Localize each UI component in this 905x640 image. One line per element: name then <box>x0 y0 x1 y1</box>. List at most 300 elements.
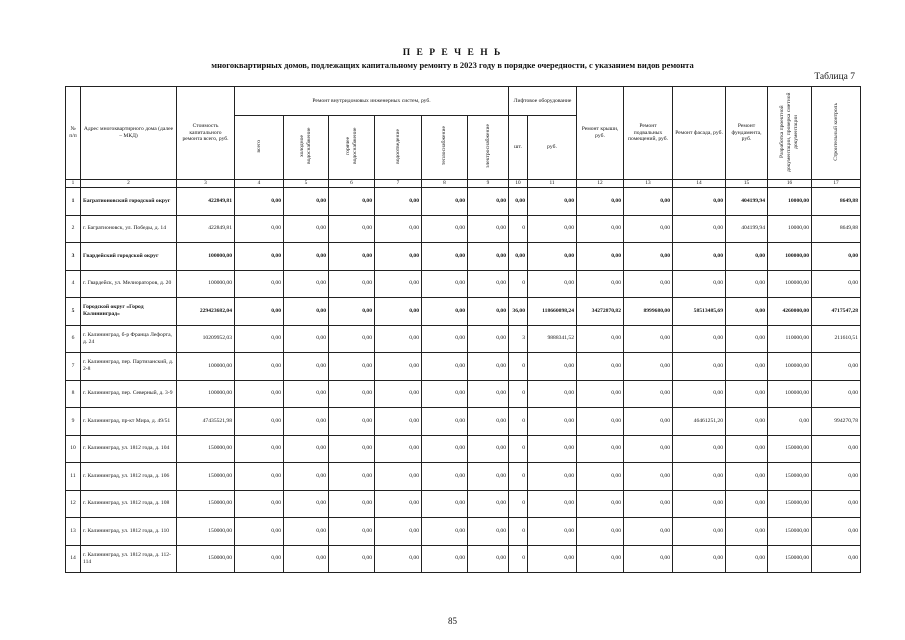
row-value: 0,00 <box>329 188 375 216</box>
row-value: 229423682,04 <box>177 298 235 326</box>
row-value: 0,00 <box>284 380 329 408</box>
document-title: П Е Р Е Ч Е Н Ь <box>402 48 503 58</box>
column-number: 8 <box>422 180 468 188</box>
row-value: 150000,00 <box>177 490 235 518</box>
row-value: 8999680,00 <box>624 298 673 326</box>
row-value: 4260000,00 <box>768 298 812 326</box>
row-value: 0,00 <box>673 353 726 381</box>
row-value: 0,00 <box>375 270 422 298</box>
row-value: 0,00 <box>726 490 768 518</box>
header-hot-water-text: горячее водоснабжение <box>344 127 358 165</box>
row-value: 0,00 <box>528 408 577 436</box>
column-number: 10 <box>509 180 528 188</box>
row-address: г. Гвардейск, ул. Мелиораторов, д. 20 <box>81 270 177 298</box>
header-design-text: Разработка проектной документации, проверка сметной документации <box>779 91 800 172</box>
row-value: 0,00 <box>726 518 768 546</box>
row-number: 2 <box>66 215 81 243</box>
row-value: 0,00 <box>235 215 284 243</box>
row-value: 0,00 <box>235 490 284 518</box>
row-value: 0,00 <box>375 463 422 491</box>
row-value: 0,00 <box>329 325 375 353</box>
row-address: Городской округ «Город Калининград» <box>81 298 177 326</box>
row-number: 5 <box>66 298 81 326</box>
row-value: 0,00 <box>284 408 329 436</box>
row-value: 0,00 <box>577 325 624 353</box>
row-address: г. Багратионовск, ул. Победы, д. 14 <box>81 215 177 243</box>
table-row <box>66 298 861 326</box>
row-value: 0,00 <box>375 188 422 216</box>
row-value: 0,00 <box>624 270 673 298</box>
row-value: 0,00 <box>468 463 509 491</box>
row-address: г. Калининград, ул. 1812 года, д. 112-114 <box>81 545 177 573</box>
row-value: 34272870,82 <box>577 298 624 326</box>
row-value: 100000,00 <box>768 380 812 408</box>
row-value: 0,00 <box>375 490 422 518</box>
header-cost: Стоимость капитального ремонта всего, руб. <box>177 87 235 180</box>
row-number: 14 <box>66 545 81 573</box>
header-elevator: Лифтовое оборудование <box>509 87 577 116</box>
row-value: 10000,00 <box>768 215 812 243</box>
row-value: 0,00 <box>624 518 673 546</box>
row-value: 150000,00 <box>768 545 812 573</box>
row-value: 0,00 <box>812 545 861 573</box>
header-power <box>468 116 509 180</box>
row-number: 10 <box>66 435 81 463</box>
header-rub: руб. <box>528 116 577 180</box>
row-value: 0,00 <box>284 545 329 573</box>
row-value: 46461251,20 <box>673 408 726 436</box>
row-value: 0,00 <box>673 463 726 491</box>
row-value: 0,00 <box>726 243 768 271</box>
row-value: 0,00 <box>624 490 673 518</box>
row-number: 11 <box>66 463 81 491</box>
row-value: 0,00 <box>577 545 624 573</box>
row-value: 0,00 <box>726 325 768 353</box>
column-number: 13 <box>624 180 673 188</box>
table-row <box>66 545 861 573</box>
row-value: 0,00 <box>577 380 624 408</box>
row-value: 0,00 <box>528 243 577 271</box>
row-value: 0,00 <box>422 243 468 271</box>
row-value: 0,00 <box>812 518 861 546</box>
row-value: 47435521,98 <box>177 408 235 436</box>
row-value: 0,00 <box>422 518 468 546</box>
row-value: 0,00 <box>235 298 284 326</box>
row-number: 3 <box>66 243 81 271</box>
header-design <box>768 87 812 180</box>
row-value: 0,00 <box>468 188 509 216</box>
row-value: 0,00 <box>284 270 329 298</box>
row-value: 8649,88 <box>812 188 861 216</box>
row-value: 0,00 <box>812 490 861 518</box>
row-value: 0,00 <box>284 215 329 243</box>
row-value: 0,00 <box>329 435 375 463</box>
row-address: г. Калининград, б-р Франца Лефорта, д. 24 <box>81 325 177 353</box>
row-number: 8 <box>66 380 81 408</box>
row-value: 0 <box>509 463 528 491</box>
row-value: 0,00 <box>375 215 422 243</box>
column-number: 7 <box>375 180 422 188</box>
header-cold-water-text: холодное водоснабжение <box>299 127 312 165</box>
row-value: 0,00 <box>726 380 768 408</box>
row-value: 0,00 <box>528 353 577 381</box>
header-hot-water <box>329 116 375 180</box>
row-value: 150000,00 <box>768 490 812 518</box>
row-address: г. Калининград, пр-кт Мира, д. 49/51 <box>81 408 177 436</box>
row-value: 0,00 <box>509 243 528 271</box>
column-number: 12 <box>577 180 624 188</box>
row-address: г. Калининград, ул. 1812 года, д. 108 <box>81 490 177 518</box>
header-sewage <box>375 116 422 180</box>
row-value: 4717547,28 <box>812 298 861 326</box>
header-total-text: всего <box>255 139 262 153</box>
row-value: 36,00 <box>509 298 528 326</box>
header-address: Адрес многоквартирного дома (далее – МКД) <box>81 87 177 180</box>
row-value: 0 <box>509 490 528 518</box>
row-value: 0,00 <box>235 270 284 298</box>
row-value: 0,00 <box>284 435 329 463</box>
row-value: 100000,00 <box>177 380 235 408</box>
row-value: 0,00 <box>284 490 329 518</box>
row-value: 0,00 <box>329 545 375 573</box>
row-value: 0,00 <box>468 380 509 408</box>
row-value: 0,00 <box>673 518 726 546</box>
row-value: 110000,00 <box>768 325 812 353</box>
document-subtitle: многоквартирных домов, подлежащих капитальному ремонту в 2023 году в порядке очередности, с указанием видов ремонта <box>211 60 694 70</box>
row-value: 0,00 <box>812 243 861 271</box>
row-value: 0,00 <box>812 463 861 491</box>
row-value: 0,00 <box>375 518 422 546</box>
row-value: 0,00 <box>812 435 861 463</box>
column-number: 3 <box>177 180 235 188</box>
row-value: 0,00 <box>673 435 726 463</box>
row-value: 0,00 <box>284 463 329 491</box>
row-value: 0,00 <box>624 463 673 491</box>
row-value: 0,00 <box>577 490 624 518</box>
row-value: 0,00 <box>422 435 468 463</box>
row-value: 422849,81 <box>177 188 235 216</box>
row-value: 150000,00 <box>768 518 812 546</box>
table-row <box>66 463 861 491</box>
row-value: 0,00 <box>468 353 509 381</box>
row-number: 1 <box>66 188 81 216</box>
header-foundation: Ремонт фундамента, руб. <box>726 87 768 180</box>
row-value: 150000,00 <box>177 435 235 463</box>
row-value: 0,00 <box>812 270 861 298</box>
row-value: 0,00 <box>468 490 509 518</box>
row-value: 100000,00 <box>768 270 812 298</box>
row-value: 0,00 <box>577 408 624 436</box>
column-number: 5 <box>284 180 329 188</box>
row-value: 0,00 <box>375 325 422 353</box>
row-value: 0 <box>509 215 528 243</box>
row-value: 0,00 <box>422 463 468 491</box>
table-row <box>66 325 861 353</box>
row-value: 0,00 <box>577 435 624 463</box>
row-value: 0,00 <box>468 325 509 353</box>
row-value: 0,00 <box>235 243 284 271</box>
column-number: 6 <box>329 180 375 188</box>
row-value: 0,00 <box>329 408 375 436</box>
row-value: 150000,00 <box>768 463 812 491</box>
row-value: 150000,00 <box>177 463 235 491</box>
row-value: 0,00 <box>726 435 768 463</box>
row-value: 0,00 <box>375 380 422 408</box>
row-value: 0 <box>509 518 528 546</box>
table-label: Таблица 7 <box>814 72 855 82</box>
header-basement: Ремонт подвальных помещений, руб. <box>624 87 673 180</box>
header-heat <box>422 116 468 180</box>
row-value: 0,00 <box>284 325 329 353</box>
row-value: 0,00 <box>422 490 468 518</box>
row-value: 994270,78 <box>812 408 861 436</box>
row-number: 7 <box>66 353 81 381</box>
column-number-row <box>66 180 861 188</box>
row-value: 100000,00 <box>768 353 812 381</box>
row-number: 12 <box>66 490 81 518</box>
row-value: 0,00 <box>577 353 624 381</box>
row-value: 0,00 <box>329 215 375 243</box>
row-value: 0 <box>509 408 528 436</box>
header-sewage-text: водоотведение <box>394 128 401 164</box>
row-value: 0 <box>509 353 528 381</box>
row-value: 3 <box>509 325 528 353</box>
row-value: 0,00 <box>375 243 422 271</box>
table-row <box>66 490 861 518</box>
row-value: 0,00 <box>577 188 624 216</box>
row-value: 0,00 <box>726 298 768 326</box>
row-value: 0,00 <box>422 325 468 353</box>
row-value: 0 <box>509 270 528 298</box>
row-value: 0,00 <box>329 270 375 298</box>
table-row <box>66 408 861 436</box>
header-total <box>235 116 284 180</box>
row-value: 58513485,69 <box>673 298 726 326</box>
row-value: 0,00 <box>235 188 284 216</box>
row-value: 404199,94 <box>726 215 768 243</box>
row-value: 0,00 <box>422 215 468 243</box>
row-value: 0,00 <box>673 243 726 271</box>
row-value: 0,00 <box>624 353 673 381</box>
row-value: 0,00 <box>468 408 509 436</box>
row-value: 100000,00 <box>177 270 235 298</box>
header-control <box>812 87 861 180</box>
header-roof: Ремонт крыши, руб. <box>577 87 624 180</box>
row-value: 0,00 <box>624 545 673 573</box>
repair-list-table <box>65 86 861 573</box>
table-row <box>66 188 861 216</box>
row-value: 0,00 <box>375 545 422 573</box>
row-value: 0,00 <box>528 215 577 243</box>
row-value: 0,00 <box>528 545 577 573</box>
row-value: 0,00 <box>422 353 468 381</box>
row-address: г. Калининград, ул. 1812 года, д. 104 <box>81 435 177 463</box>
row-value: 0,00 <box>528 463 577 491</box>
row-value: 0,00 <box>375 408 422 436</box>
row-value: 422849,81 <box>177 215 235 243</box>
row-value: 0,00 <box>577 463 624 491</box>
row-value: 150000,00 <box>768 435 812 463</box>
row-value: 100000,00 <box>768 243 812 271</box>
row-value: 0,00 <box>726 545 768 573</box>
row-value: 0,00 <box>528 380 577 408</box>
row-number: 6 <box>66 325 81 353</box>
row-value: 0,00 <box>422 545 468 573</box>
row-value: 150000,00 <box>177 545 235 573</box>
row-value: 0,00 <box>577 243 624 271</box>
row-value: 0,00 <box>577 518 624 546</box>
row-value: 0,00 <box>812 380 861 408</box>
row-address: Гвардейский городской округ <box>81 243 177 271</box>
row-value: 0,00 <box>673 490 726 518</box>
row-value: 0,00 <box>468 270 509 298</box>
row-value: 0,00 <box>624 380 673 408</box>
row-value: 0,00 <box>284 298 329 326</box>
row-value: 0,00 <box>726 353 768 381</box>
row-address: г. Калининград, пер. Северный, д. 3-9 <box>81 380 177 408</box>
row-value: 0,00 <box>468 243 509 271</box>
row-value: 118660098,24 <box>528 298 577 326</box>
row-value: 211610,51 <box>812 325 861 353</box>
row-number: 9 <box>66 408 81 436</box>
column-number: 1 <box>66 180 81 188</box>
row-value: 0,00 <box>422 380 468 408</box>
column-number: 15 <box>726 180 768 188</box>
row-value: 0,00 <box>422 188 468 216</box>
row-value: 150000,00 <box>177 518 235 546</box>
table-row <box>66 435 861 463</box>
row-value: 0,00 <box>235 435 284 463</box>
row-value: 0,00 <box>375 353 422 381</box>
column-number: 9 <box>468 180 509 188</box>
row-value: 0,00 <box>468 215 509 243</box>
row-value: 8649,88 <box>812 215 861 243</box>
row-value: 0,00 <box>235 518 284 546</box>
row-value: 0,00 <box>812 353 861 381</box>
row-value: 0,00 <box>284 188 329 216</box>
row-value: 0,00 <box>673 545 726 573</box>
header-cold-water <box>284 116 329 180</box>
row-value: 0,00 <box>624 188 673 216</box>
row-value: 0,00 <box>577 215 624 243</box>
row-address: г. Калининград, пер. Партизанский, д. 2-8 <box>81 353 177 381</box>
row-value: 0,00 <box>528 518 577 546</box>
row-value: 0,00 <box>329 490 375 518</box>
row-value: 0,00 <box>235 408 284 436</box>
row-value: 0,00 <box>673 215 726 243</box>
row-value: 0,00 <box>284 353 329 381</box>
table-row <box>66 380 861 408</box>
row-value: 0,00 <box>284 243 329 271</box>
row-value: 0,00 <box>468 545 509 573</box>
header-pcs: шт. <box>509 116 528 180</box>
row-value: 0,00 <box>577 270 624 298</box>
header-heat-text: теплоснабжение <box>441 126 447 166</box>
header-facade: Ремонт фасада, руб. <box>673 87 726 180</box>
row-value: 0,00 <box>422 270 468 298</box>
table-row <box>66 215 861 243</box>
row-value: 0,00 <box>235 353 284 381</box>
row-value: 0,00 <box>528 490 577 518</box>
row-value: 0,00 <box>235 325 284 353</box>
row-value: 0,00 <box>284 518 329 546</box>
row-value: 0,00 <box>673 188 726 216</box>
row-value: 0,00 <box>422 298 468 326</box>
row-value: 0,00 <box>528 270 577 298</box>
row-address: Багратионовский городской округ <box>81 188 177 216</box>
column-number: 2 <box>81 180 177 188</box>
row-value: 0,00 <box>375 298 422 326</box>
column-number: 17 <box>812 180 861 188</box>
row-value: 0,00 <box>624 243 673 271</box>
row-value: 0,00 <box>329 243 375 271</box>
column-number: 16 <box>768 180 812 188</box>
row-value: 0,00 <box>329 463 375 491</box>
row-value: 0,00 <box>468 435 509 463</box>
row-value: 0,00 <box>235 380 284 408</box>
row-value: 10209952,03 <box>177 325 235 353</box>
row-value: 10000,00 <box>768 188 812 216</box>
header-control-text: Строительный контроль <box>832 102 839 161</box>
table-row <box>66 353 861 381</box>
row-value: 0,00 <box>624 215 673 243</box>
row-value: 0,00 <box>528 188 577 216</box>
row-value: 100000,00 <box>177 353 235 381</box>
row-value: 0 <box>509 380 528 408</box>
row-value: 0,00 <box>624 325 673 353</box>
row-value: 9888341,52 <box>528 325 577 353</box>
column-number: 11 <box>528 180 577 188</box>
row-value: 0,00 <box>673 380 726 408</box>
row-value: 0,00 <box>422 408 468 436</box>
row-value: 0,00 <box>329 380 375 408</box>
row-value: 0,00 <box>235 463 284 491</box>
row-value: 0,00 <box>726 463 768 491</box>
header-internal-systems: Ремонт внутридомовых инженерных систем, руб. <box>235 87 509 116</box>
row-value: 0,00 <box>768 408 812 436</box>
row-value: 0,00 <box>329 518 375 546</box>
column-number: 4 <box>235 180 284 188</box>
row-value: 0,00 <box>235 545 284 573</box>
table-row <box>66 243 861 271</box>
row-value: 0 <box>509 545 528 573</box>
row-value: 0,00 <box>528 435 577 463</box>
row-value: 0,00 <box>468 298 509 326</box>
row-value: 0,00 <box>726 270 768 298</box>
header-num: № п/п <box>66 87 81 180</box>
row-value: 0 <box>509 435 528 463</box>
row-value: 0,00 <box>468 518 509 546</box>
column-number: 14 <box>673 180 726 188</box>
row-value: 0,00 <box>329 298 375 326</box>
row-value: 0,00 <box>624 435 673 463</box>
header-power-text: электроснабжение <box>484 124 491 168</box>
row-value: 0,00 <box>329 353 375 381</box>
row-value: 0,00 <box>673 270 726 298</box>
row-value: 0,00 <box>726 408 768 436</box>
row-value: 0,00 <box>673 325 726 353</box>
row-value: 404199,94 <box>726 188 768 216</box>
row-value: 100000,00 <box>177 243 235 271</box>
row-address: г. Калининград, ул. 1812 года, д. 110 <box>81 518 177 546</box>
row-address: г. Калининград, ул. 1812 года, д. 106 <box>81 463 177 491</box>
row-number: 4 <box>66 270 81 298</box>
page-number: 85 <box>448 616 457 626</box>
table-row <box>66 270 861 298</box>
row-value: 0,00 <box>509 188 528 216</box>
row-number: 13 <box>66 518 81 546</box>
row-value: 0,00 <box>375 435 422 463</box>
